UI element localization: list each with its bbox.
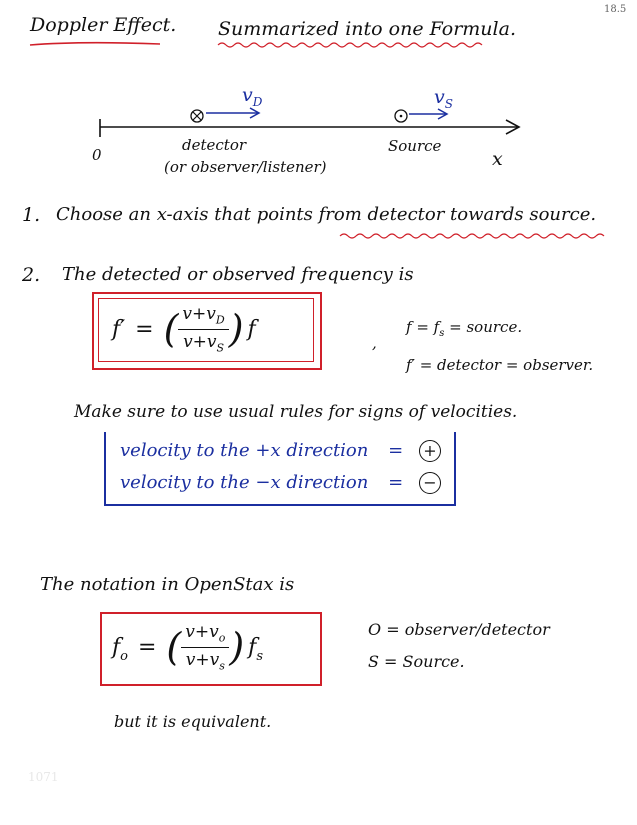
sign-minus-row: velocity to the −x direction = − xyxy=(120,472,441,494)
comma: , xyxy=(372,334,377,352)
page-number: 18.5 xyxy=(604,4,627,15)
title-wavy-underline xyxy=(218,43,482,47)
step2-text: The detected or observed frequency is xyxy=(62,264,414,285)
step1-wavy-underline xyxy=(340,234,604,238)
title-underline xyxy=(30,43,160,45)
step1-text: Choose an x-axis that points from detector towards source. xyxy=(56,204,597,225)
note-f-detector: f′ = detector = observer. xyxy=(406,356,594,374)
vs-label: $v_S$ xyxy=(434,86,453,111)
sign-plus-row: velocity to the +x direction = + xyxy=(120,440,441,462)
faint-mark: 1071 xyxy=(28,770,59,784)
note-f-source: $f = f_s$ = source. xyxy=(406,318,523,339)
signs-heading: Make sure to use usual rules for signs of velocities. xyxy=(74,402,518,422)
x-axis-label: x xyxy=(492,148,503,170)
step1-number: 1. xyxy=(22,204,41,226)
title-left: Doppler Effect. xyxy=(30,14,177,36)
formula2: f $_o$ = ( $\frac{v+v_o}{v+v_s}$ ) f $_s$ xyxy=(112,622,263,672)
formula1: f ′ = ( $\frac{v+v_D}{v+v_S}$ ) f xyxy=(112,304,256,354)
legend-source: S = Source. xyxy=(368,652,465,671)
vd-label: $v_D$ xyxy=(242,84,263,109)
detector-label: detector xyxy=(182,136,247,154)
source-label: Source xyxy=(388,137,442,155)
legend-observer: O = observer/detector xyxy=(368,620,550,639)
title-right: Summarized into one Formula. xyxy=(218,18,516,40)
origin-label: 0 xyxy=(92,146,102,164)
openstax-heading: The notation in OpenStax is xyxy=(40,574,295,595)
detector-note: (or observer/listener) xyxy=(164,158,327,176)
minus-circle-icon: − xyxy=(419,472,441,494)
step2-number: 2. xyxy=(22,264,41,286)
closing-text: but it is equivalent. xyxy=(114,712,272,731)
plus-circle-icon: + xyxy=(419,440,441,462)
